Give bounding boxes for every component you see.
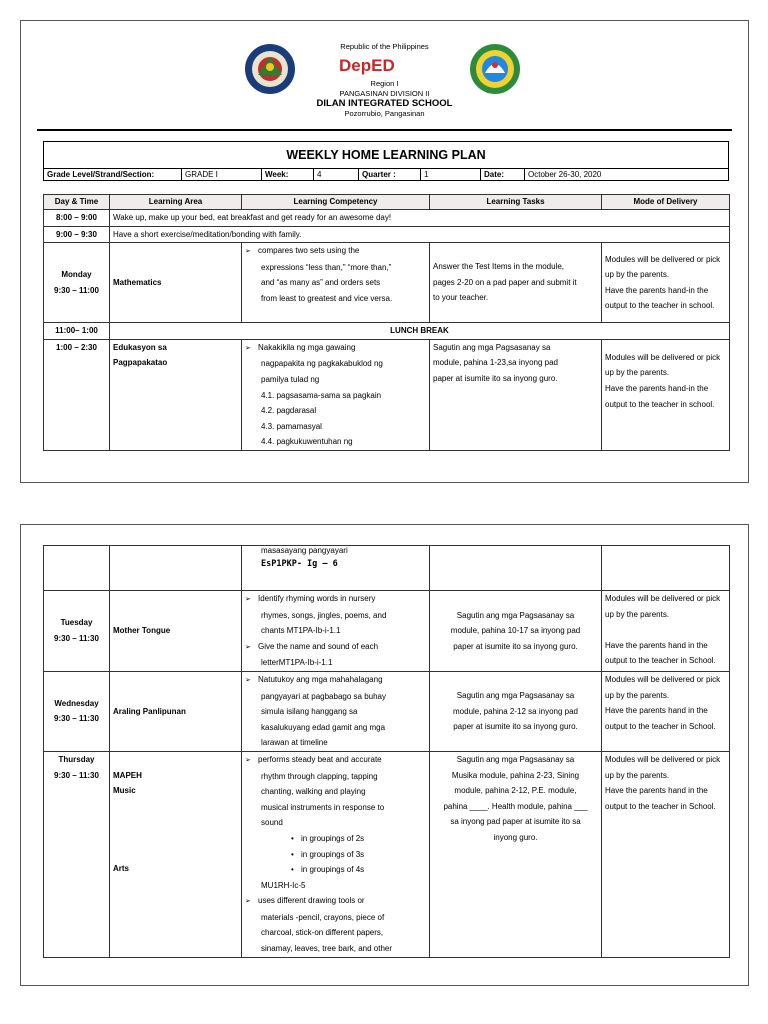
competency-line: sinamay, leaves, tree bark, and other — [261, 944, 393, 954]
delivery-line: Have the parents hand in the — [605, 786, 708, 796]
competency-line: masasayang pangyayari — [261, 546, 348, 555]
learning-area-cell: Araling Panlipunan — [110, 671, 242, 751]
area-line: MAPEH — [113, 770, 142, 780]
delivery-line: up by the parents. — [605, 368, 670, 378]
competency-cell — [242, 546, 430, 591]
delivery-cell — [602, 751, 730, 957]
delivery-line: Modules will be delivered or pick — [605, 594, 721, 603]
delivery-line: output to the teacher in school. — [605, 399, 715, 409]
day-time-cell — [44, 243, 110, 323]
task-line: inyong guro. — [493, 832, 538, 842]
competency-line: nagpapakita ng pagkakabuklod ng — [261, 359, 383, 369]
task-line: paper at isumite ito sa inyong guro. — [453, 722, 578, 732]
area-spacer — [113, 799, 238, 861]
task-line: pahina ____. Health module, pahina ___ — [443, 801, 588, 811]
learning-plan-table — [43, 194, 730, 451]
quarter-label: Quarter : — [359, 169, 421, 180]
competency-cell — [242, 671, 430, 751]
date-value: October 26-30, 2020 — [528, 170, 602, 179]
competency-line: ➢ Nakakikila ng mga gawaing — [245, 340, 426, 357]
delivery-cell — [602, 671, 730, 751]
day-time-cell — [44, 591, 110, 672]
area-line: Arts — [113, 864, 130, 874]
competency-line: ➢ Give the name and sound of each — [245, 639, 426, 656]
competency-line: ➢ uses different drawing tools or — [245, 893, 426, 910]
tasks-cell — [430, 243, 602, 323]
competency-line: letterMT1PA-Ib-i-1.1 — [261, 658, 333, 668]
competency-cell — [242, 751, 430, 957]
task-line: module, pahina 2-12 sa inyong pad — [453, 706, 578, 716]
competency-line: 4.3. pamamasyal — [261, 421, 322, 431]
day-label: Monday — [61, 270, 92, 280]
table-row — [44, 226, 730, 243]
table-row-tuesday — [44, 591, 730, 672]
region-text: Region I — [370, 79, 399, 88]
delivery-line: output to the teacher in School. — [605, 801, 716, 811]
document-page-1 — [20, 20, 749, 483]
header-tasks: Learning Tasks — [430, 195, 602, 210]
task-line: Answer the Test Items in the module, — [433, 262, 565, 272]
tasks-cell — [430, 591, 602, 672]
republic-text: Republic of the Philippines — [340, 42, 429, 51]
delivery-line: Modules will be delivered or pick — [605, 754, 721, 764]
competency-line: rhymes, songs, jingles, poems, and — [261, 610, 387, 620]
time-cell: 9:00 – 9:30 — [44, 226, 110, 243]
competency-line: simula isilang hanggang sa — [261, 707, 358, 717]
delivery-line: Have the parents hand-in the — [605, 383, 709, 393]
delivery-line: up by the parents. — [605, 609, 670, 619]
task-line: Sagutin ang mga Pagsasanay sa — [433, 342, 551, 352]
competency-line: 4.2. pagdarasal — [261, 406, 317, 416]
delivery-line: output to the teacher in school. — [605, 301, 715, 311]
grade-label: Grade Level/Strand/Section: — [44, 169, 182, 180]
task-line: paper at isumite ito sa inyong guro. — [453, 641, 578, 651]
delivery-line: output to the teacher in School. — [605, 721, 716, 731]
task-line: Sagutin ang mga Pagsasanay sa — [456, 610, 575, 620]
header-day-time: Day & Time — [44, 195, 110, 210]
delivery-cell — [602, 243, 730, 323]
plan-title: WEEKLY HOME LEARNING PLAN — [43, 141, 729, 169]
competency-cell — [242, 591, 430, 672]
competency-line: from least to greatest and vice versa. — [261, 293, 393, 303]
day-time-cell — [44, 671, 110, 751]
deped-logo — [337, 56, 433, 76]
header-competency: Learning Competency — [242, 195, 430, 210]
time-cell — [44, 546, 110, 591]
delivery-line: Modules will be delivered or pick — [605, 352, 721, 362]
division-text: PANGASINAN DIVISION II — [339, 89, 430, 98]
grade-value: GRADE I — [182, 169, 262, 180]
table-row-wednesday — [44, 671, 730, 751]
school-address: Pozorrubio, Pangasinan — [344, 109, 425, 118]
delivery-cell — [602, 546, 730, 591]
competency-line: ➢ Natutukoy ang mga mahahalagang — [245, 672, 426, 689]
competency-line: charcoal, stick-on different papers, — [261, 928, 384, 938]
grouping-item: • in groupings of 3s — [245, 847, 426, 863]
tasks-cell — [430, 751, 602, 957]
school-name: DILAN INTEGRATED SCHOOL — [316, 98, 453, 109]
competency-code: MU1RH-Ic-5 — [261, 880, 306, 890]
lunch-break-cell: LUNCH BREAK — [110, 323, 730, 340]
grouping-item: • in groupings of 2s — [245, 831, 426, 847]
competency-line: sound — [261, 818, 283, 828]
tasks-cell — [430, 339, 602, 450]
table-row — [44, 210, 730, 227]
time-cell: 11:00– 1:00 — [44, 323, 110, 340]
activity-cell: Have a short exercise/meditation/bonding with family. — [110, 226, 730, 243]
competency-cell — [242, 243, 430, 323]
competency-line: chants MT1PA-Ib-i-1.1 — [261, 626, 341, 636]
delivery-line: Have the parents hand in the — [605, 640, 708, 650]
competency-line: musical instruments in response to — [261, 802, 385, 812]
document-page-2 — [20, 524, 749, 986]
task-line: pages 2-20 on a pad paper and submit it — [433, 277, 577, 287]
learning-area-cell — [110, 339, 242, 450]
week-label: Week: — [262, 169, 314, 180]
area-line: Music — [113, 786, 136, 796]
delivery-line: output to the teacher in School. — [605, 656, 716, 666]
svg-text:DepED: DepED — [338, 56, 395, 75]
competency-line: ➢ Identify rhyming words in nursery — [245, 591, 426, 608]
quarter-value: 1 — [421, 169, 481, 180]
task-line: to your teacher. — [433, 293, 489, 303]
delivery-line: Have the parents hand in the — [605, 706, 708, 716]
delivery-line: up by the parents. — [605, 770, 670, 780]
competency-line: 4.1. pagsasama-sama sa pagkain — [261, 390, 382, 400]
delivery-line: up by the parents. — [605, 270, 670, 280]
learning-area-cell — [110, 751, 242, 957]
task-line: Musika module, pahina 2-23, Sining — [451, 770, 580, 780]
competency-line: larawan at timeline — [261, 738, 328, 748]
task-line: Sagutin ang mga Pagsasanay sa — [456, 754, 575, 764]
week-value: 4 — [314, 169, 359, 180]
time-label: 9:30 – 11:30 — [54, 714, 99, 724]
competency-line: expressions “less than,” “more than,” — [261, 262, 392, 272]
task-line: module, pahina 1-23,sa inyong pad — [433, 358, 558, 368]
grouping-item: • in groupings of 4s — [245, 862, 426, 878]
competency-line: pamilya tulad ng — [261, 374, 320, 384]
header-rule — [37, 129, 732, 131]
competency-line: kasalukuyang edad gamit ang mga — [261, 722, 386, 732]
learning-area-cell: Mother Tongue — [110, 591, 242, 672]
competency-line: pangyayari at pagbabago sa buhay — [261, 691, 386, 701]
day-time-cell — [44, 751, 110, 957]
time-cell: 1:00 – 2:30 — [44, 339, 110, 450]
delivery-line: Modules will be delivered or pick — [605, 254, 721, 264]
area-line: Edukasyon sa — [113, 342, 167, 352]
competency-cell — [242, 339, 430, 450]
learning-plan-table-continued — [43, 545, 730, 958]
task-line: module, pahina 2-12, P.E. module, — [454, 786, 577, 796]
area-spacer — [113, 752, 238, 768]
table-row-thursday — [44, 751, 730, 957]
table-row-lunch — [44, 323, 730, 340]
competency-line: and “as many as” and orders sets — [261, 278, 381, 288]
delivery-line: Have the parents hand-in the — [605, 285, 709, 295]
task-line: Sagutin ang mga Pagsasanay sa — [456, 691, 575, 701]
task-line: module, pahina 10-17 sa inyong pad — [450, 626, 581, 636]
competency-line: materials -pencil, crayons, piece of — [261, 912, 385, 922]
task-line: paper at isumite ito sa inyong guro. — [433, 373, 558, 383]
delivery-cell — [602, 591, 730, 672]
delivery-line: Modules will be delivered or pick — [605, 674, 721, 684]
letterhead — [21, 41, 748, 141]
area-line: Pagpapakatao — [113, 358, 168, 368]
competency-line: ➢ compares two sets using the — [245, 243, 426, 260]
time-label: 9:30 – 11:30 — [54, 633, 99, 643]
activity-cell: Wake up, make up your bed, eat breakfast and get ready for an awesome day! — [110, 210, 730, 227]
tasks-cell — [430, 671, 602, 751]
task-line: sa inyong pad paper at isumite ito sa — [450, 817, 581, 827]
competency-line: chanting, walking and playing — [261, 787, 366, 797]
day-label: Thursday — [58, 754, 95, 764]
competency-line: 4.4. pagkukuwentuhan ng — [261, 437, 353, 447]
table-row-esp — [44, 339, 730, 450]
learning-area-cell: Mathematics — [110, 243, 242, 323]
delivery-line: up by the parents. — [605, 690, 670, 700]
day-label: Tuesday — [60, 618, 93, 628]
date-label: Date: — [481, 169, 525, 180]
header-delivery: Mode of Delivery — [602, 195, 730, 210]
competency-line: rhythm through clapping, tapping — [261, 771, 378, 781]
tasks-cell — [430, 546, 602, 591]
header-learning-area: Learning Area — [110, 195, 242, 210]
time-label: 9:30 – 11:30 — [54, 770, 99, 780]
plan-info-row — [43, 169, 729, 181]
table-header-row — [44, 195, 730, 210]
time-label: 9:30 – 11:00 — [54, 285, 99, 295]
table-row-monday — [44, 243, 730, 323]
table-row-esp-continued — [44, 546, 730, 591]
competency-code: EsP1PKP- Ig – 6 — [261, 559, 338, 569]
delivery-spacer — [605, 622, 726, 638]
delivery-cell — [602, 339, 730, 450]
competency-line: ➢ performs steady beat and accurate — [245, 752, 426, 769]
day-label: Wednesday — [54, 698, 99, 708]
learning-area-cell — [110, 546, 242, 591]
time-cell: 8:00 – 9:00 — [44, 210, 110, 227]
